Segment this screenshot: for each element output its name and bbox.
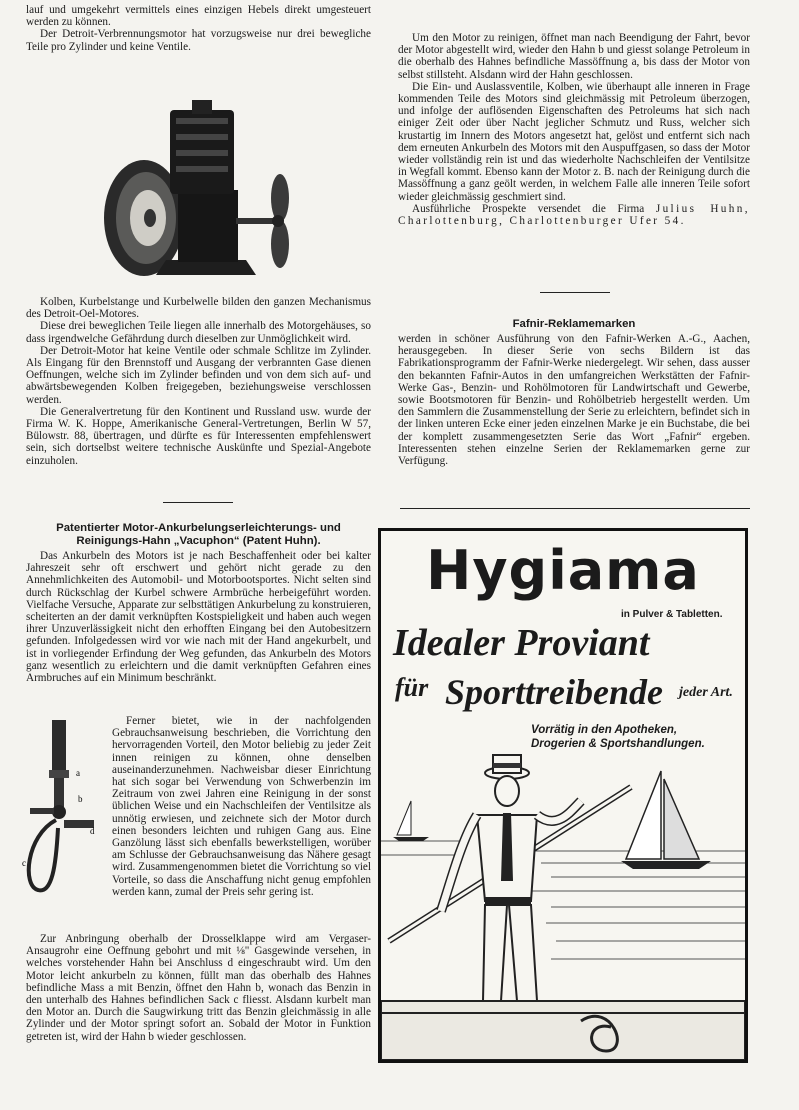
vacuphon-article: [26, 522, 371, 684]
vacuphon-article-cont: [112, 715, 371, 898]
paragraph: Diese drei beweglichen Teile liegen alle innerhalb des Motorgehäuses, so dass irgendwelche Gefährdung durch dieselben zur Unmöglichkeit wird.: [26, 320, 371, 345]
company-address: Julius Huhn, Charlottenburg, Charlottenburger Ufer 54.: [398, 202, 750, 228]
hygiama-advertisement: [378, 528, 748, 1063]
article-heading: Fafnir-Reklamemarken: [512, 318, 636, 330]
ad-availability-line: Vorrätig in den Apotheken,: [531, 724, 678, 736]
ad-form: in Pulver & Tabletten.: [621, 609, 723, 620]
divider: [400, 508, 750, 509]
article-heading: Patentierter Motor-Ankurbelungserleichterungs- und Reinigungs-Hahn „Vacuphon“ (Patent Huhn).: [56, 522, 341, 547]
detroit-motor-article-cont: [26, 296, 371, 467]
paragraph: Die Ein- und Auslassventile, Kolben, wie überhaupt alle inneren in Frage kommenden Teile des Motors sind gleichmässig mit Petroleum überzogen, und infolge der auflösenden Eigenschaften des Petroleums hat sich nach einiger Zeit oder über Nacht jeglicher Schmutz und Russ, welcher sich krustartig im Innern des Motors angesetzt hat, gelöst und entfernt sich nach dem erneuten Ankurbeln des Motors mit den Auspuffgasen, so dass der Motor wieder vollständig rein ist und das wiederholte Nachschleifen der Ventilsitze in Wegfall kommt. Ebenso kann der Motor z. B. nach der Reinigung durch die Massöffnung a ganz geölt werden, in welchem Falle alle inneren Teile sofort wieder gleichmässig geschmiert sind.: [398, 80, 750, 203]
figure-label: a: [76, 768, 80, 778]
paragraph: Ausführliche Prospekte versendet die Firma: [412, 202, 645, 215]
paragraph: Kolben, Kurbelstange und Kurbelwelle bilden den ganzen Mechanismus des Detroit-Oel-Motores.: [26, 296, 371, 321]
paragraph: Die Generalvertretung für den Kontinent und Russland usw. wurde der Firma W. K. Hoppe, Amerikanische General-Vertretungen, Berlin W 57, Bülowstr. 88, übertragen, und dürfte es für Interessenten empfehlenswert sein, sich dortselbst weitere technische Auskünfte und Spezial-Angebote einzuholen.: [26, 405, 371, 467]
ad-slogan-suffix: jeder Art.: [679, 685, 733, 700]
paragraph: Der Detroit-Verbrennungsmotor hat vorzugsweise nur drei bewegliche Teile pro Zylinder und keine Ventile.: [26, 28, 371, 53]
ad-slogan-prefix: für: [395, 673, 429, 702]
divider: [163, 502, 233, 503]
figure-label: c: [22, 858, 26, 868]
vacuphon-cleaning-article: [398, 32, 750, 227]
ad-slogan-2: Sporttreibende: [445, 672, 664, 712]
paragraph: lauf und umgekehrt vermittels eines einzigen Hebels direkt umgesteuert werden zu können.: [26, 4, 371, 29]
detroit-motor-illustration: [96, 90, 306, 290]
figure-label: d: [90, 826, 95, 836]
detroit-motor-article: [26, 4, 371, 53]
paragraph: Der Detroit-Motor hat keine Ventile oder schmale Schlitze im Zylinder. Als Eingang für den Brennstoff und Ausgang der verbrannten Gase dienen Oeffnungen, welche sich im Zylinder befinden und von dem sich auf- und abwärtsbewegenden Kolben freigegeben, beziehungsweise verschlossen werden.: [26, 344, 371, 406]
divider: [540, 292, 610, 293]
paragraph: Zur Anbringung oberhalb der Drosselklappe wird am Vergaser-Ansaugrohr eine Oeffnung gebohrt und mit ⅛" Gasgewinde versehen, in welches vorstehender Hahn bei Anschluss d eingeschraubt wird. Um den Motor leicht ankurbeln zu können, füllt man das oberhalb des Hahnes befindliche Mass a mit Benzin, öffnet den Hahn b, wonach das Benzin in den unterhalb des Hahnes befindlichen Sack c fliesst. Alsdann kurbelt man den Motor an. Durch die Saugwirkung tritt das Benzin gleichmässig in alle Zylinder und der Motor springt sofort an. Sobald der Motor in Funktion getreten ist, wird der Hahn b wieder geschlossen.: [26, 933, 371, 1043]
ad-brand: Hygiama: [426, 539, 700, 602]
vacuphon-valve-illustration: [16, 716, 100, 896]
vacuphon-article-cont2: [26, 933, 371, 1043]
paragraph: Um den Motor zu reinigen, öffnet man nach Beendigung der Fahrt, bevor der Motor abgestellt wird, wieder den Hahn b und giesst solange Petroleum in die oberhalb des Hahnes befindliche Massöffnung a, bis dass der Motor von selbst stillsteht. Alsdann wird der Hahn geschlossen.: [398, 32, 750, 81]
rower-illustration: [381, 751, 745, 1060]
figure-label: b: [78, 794, 83, 804]
ad-availability: [531, 723, 731, 751]
paragraph: Das Ankurbeln des Motors ist je nach Beschaffenheit oder bei kalter Jahreszeit sehr oft erschwert und gehört nicht gerade zu den Annehmlichkeiten des Automobil- und Motorbootsportes. Nicht selten sind durch Rückschlag der Kurbel schwere Armbrüche herbeigeführt worden. Vielfache Versuche, Apparate zur selbsttätigen Ankurbelung zu konstruieren, scheiterten an der damit verknüpften Kostspieligkeit und haben auch wegen ihrer Unzuverlässigkeit nicht den erhofften Eingang bei den Autobesitzern gefunden. Infolgedessen wird vor wie nach mit der Hand angekurbelt, und ist in vorliegender Erfindung der Weg gefunden, das Ankurbeln des Motors ganz wesentlich zu erleichtern und die damit verknüpften Gefahren eines Armbruches auf ein Minimum beschränkt.: [26, 550, 371, 685]
ad-slogan: Idealer Proviant: [393, 622, 650, 664]
paragraph: werden in schöner Ausführung von den Fafnir-Werken A.-G., Aachen, herausgegeben. In dieser Serie von sechs Bildern ist das Fabrikationsprogramm der Fafnir-Werke niedergelegt. Wir sehen, dass ausser den bekannten Fafnir-Autos in den umfangreichen Werkstätten der Fafnir-Werke Gas-, Benzin- und Rohölmotoren für Landwirtschaft und Gewerbe, sowie Bootsmotoren für Benzin- und Rohölbetrieb hergestellt werden. Um den Sammlern die Zusammenstellung der Serie zu erleichtern, befindet sich in der linken unteren Ecke einer jeden einzelnen Marke je ein Buchstabe, die bei der komplett zusammengesetzten Serie das Wort „Fafnir“ ergeben. Interessenten stehen einzelne Serien der Reklamemarken gerne zur Verfügung.: [398, 333, 750, 468]
fafnir-article: [398, 318, 750, 467]
ad-availability-line: Drogerien & Sportshandlungen.: [531, 738, 705, 750]
paragraph: Ferner bietet, wie in der nachfolgenden Gebrauchsanweisung beschrieben, die Vorrichtung den hervorragenden Vorteil, den Motor beliebig zu jeder Zeit innen reinigen zu können, ohne denselben auseinanderzunehmen. Nachweisbar dieser Einrichtung hat sich sogar bei Verwendung von Schwerbenzin im Zeitraum von zwei Jahren eine Reinigung in der sonst üblichen Weise und ein Nachschleifen der Ventilsitze als unnötig erwiesen, und zeichnete sich der Motor durch einen besonders leichten und ruhigen Gang aus. Eine Ganzölung lässt sich ebenfalls bewerkstelligen, worüber am Schlusse der Gebrauchsanweisung das Nähere gesagt wird. Zusammengenommen bietet die Vorrichtung so viel Vorteile, so dass die Anschaffung nicht genug empfohlen werden kann, zumal der Preis sehr gering ist.: [112, 715, 371, 898]
